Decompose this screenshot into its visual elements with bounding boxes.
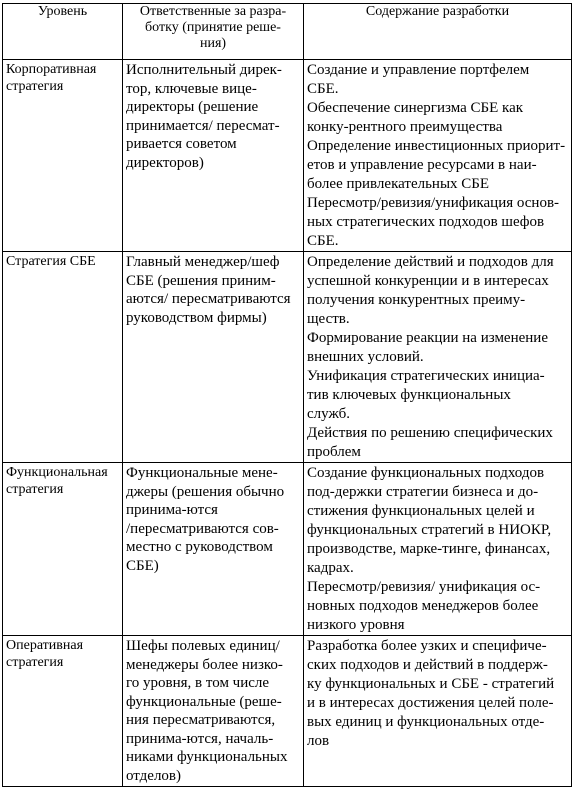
cell-content: Создание функциональных подходов под-держки стратегии бизнеса и до- стижения функциональных целей и функциональных стратегий в НИОКР, производстве, марке-тинге, финансах, кадрах. Пересмотр/ревизия/ унификация ос- новных подходов менеджеров более низкого уровня: [304, 463, 572, 636]
strategy-levels-table: [2, 3, 572, 787]
header-level: Уровень: [3, 4, 123, 60]
cell-content: Создание и управление портфелем СБЕ. Обеспечение синергизма СБЕ как конку-рентного преимущества Определение инвестиционных приорит- етов и управление ресурсами в наи- более привлекательных СБЕ Пересмотр/ревизия/унификация основ- ных стратегических подходов шефов СБЕ.: [304, 60, 572, 252]
cell-level: Оперативная стратегия: [3, 636, 123, 787]
table-row-operational: [3, 636, 572, 787]
cell-content: Разработка более узких и специфиче- ских подходов и действий в поддерж- ку функциональных и СБЕ - стратегий и в интересах достижения целей поле- вых единиц и функциональных отде- лов: [304, 636, 572, 787]
header-content: Содержание разработки: [304, 4, 572, 60]
cell-level: Функциональная стратегия: [3, 463, 123, 636]
cell-content: Определение действий и подходов для успешной конкуренции и в интересах получения конкурентных преиму- ществ. Формирование реакции на изменение внешних условий. Унификация стратегических инициа- тив ключевых функциональных служб. Действия по решению специфических проблем: [304, 252, 572, 463]
table-header-row: [3, 4, 572, 60]
cell-responsible: Функциональные мене- джеры (решения обычно принима-ются /пересматриваются сов- местно с руководством СБЕ): [123, 463, 304, 636]
table-row-corporate: [3, 60, 572, 252]
cell-level: Стратегия СБЕ: [3, 252, 123, 463]
header-responsible: Ответственные за разра- ботку (принятие реше- ния): [123, 4, 304, 60]
cell-responsible: Главный менеджер/шеф СБЕ (решения приним- аются/ пересматриваются руководством фирмы): [123, 252, 304, 463]
cell-level: Корпоративная стратегия: [3, 60, 123, 252]
table-row-sbu: [3, 252, 572, 463]
cell-responsible: Исполнительный дирек- тор, ключевые вице- директоры (решение принимается/ пересмат- ривается советом директоров): [123, 60, 304, 252]
cell-responsible: Шефы полевых единиц/ менеджеры более низко- го уровня, в том числе функциональные (реше- ния пересматриваются, принима-ются, началь- никами функциональных отделов): [123, 636, 304, 787]
table-row-functional: [3, 463, 572, 636]
